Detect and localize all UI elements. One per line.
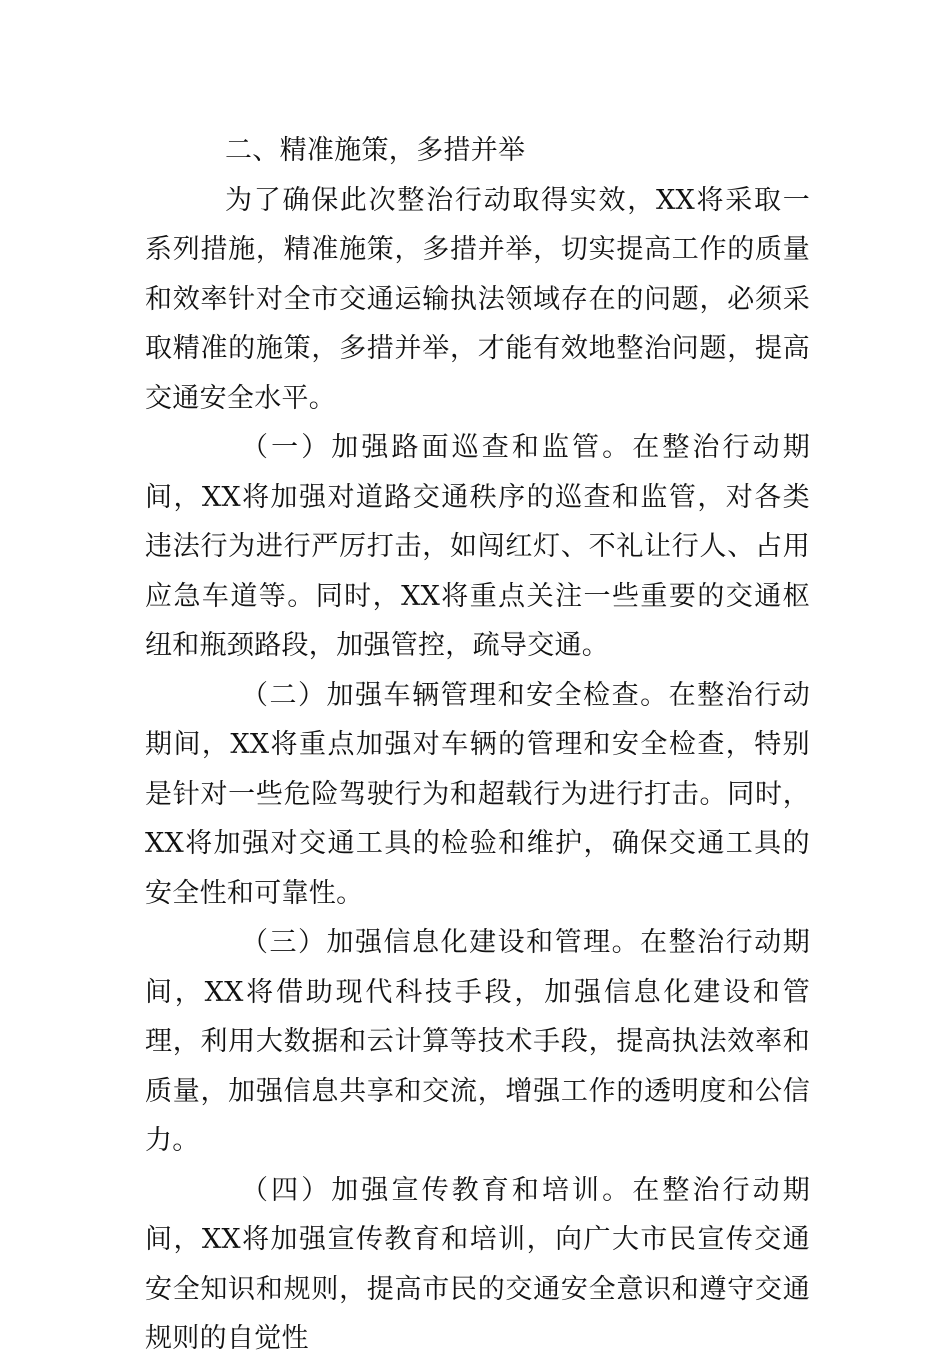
intro-paragraph: 为了确保此次整治行动取得实效，XX将采取一系列措施，精准施策，多措并举，切实提高工作的质量和效率针对全市交通运输执法领域存在的问题，必须采取精准的施策，多措并举，才能有效地整治问题，提高交通安全水平。 <box>145 184 810 414</box>
item-paragraph-4: （四）加强宣传教育和培训。在整治行动期间，XX将加强宣传教育和培训，向广大市民宣传交通安全知识和规则，提高市民的交通安全意识和遵守交通规则的自觉性 <box>145 1174 810 1354</box>
item-paragraph-1: （一）加强路面巡查和监管。在整治行动期间，XX将加强对道路交通秩序的巡查和监管，对各类违法行为进行严厉打击，如闯红灯、不礼让行人、占用应急车道等。同时，XX将重点关注一些重要的交通枢纽和瓶颈路段，加强管控，疏导交通。 <box>145 432 810 661</box>
document-body <box>145 126 810 1364</box>
item-paragraph-2: （二）加强车辆管理和安全检查。在整治行动期间，XX将重点加强对车辆的管理和安全检查，特别是针对一些危险驾驶行为和超载行为进行打击。同时，XX将加强对交通工具的检验和维护，确保交通工具的安全性和可靠性。 <box>145 679 810 909</box>
item-paragraph-3: （三）加强信息化建设和管理。在整治行动期间，XX将借助现代科技手段，加强信息化建设和管理，利用大数据和云计算等技术手段，提高执法效率和质量，加强信息共享和交流，增强工作的透明度和公信力。 <box>145 927 810 1156</box>
section-heading: 二、精准施策，多措并举 <box>225 135 526 166</box>
